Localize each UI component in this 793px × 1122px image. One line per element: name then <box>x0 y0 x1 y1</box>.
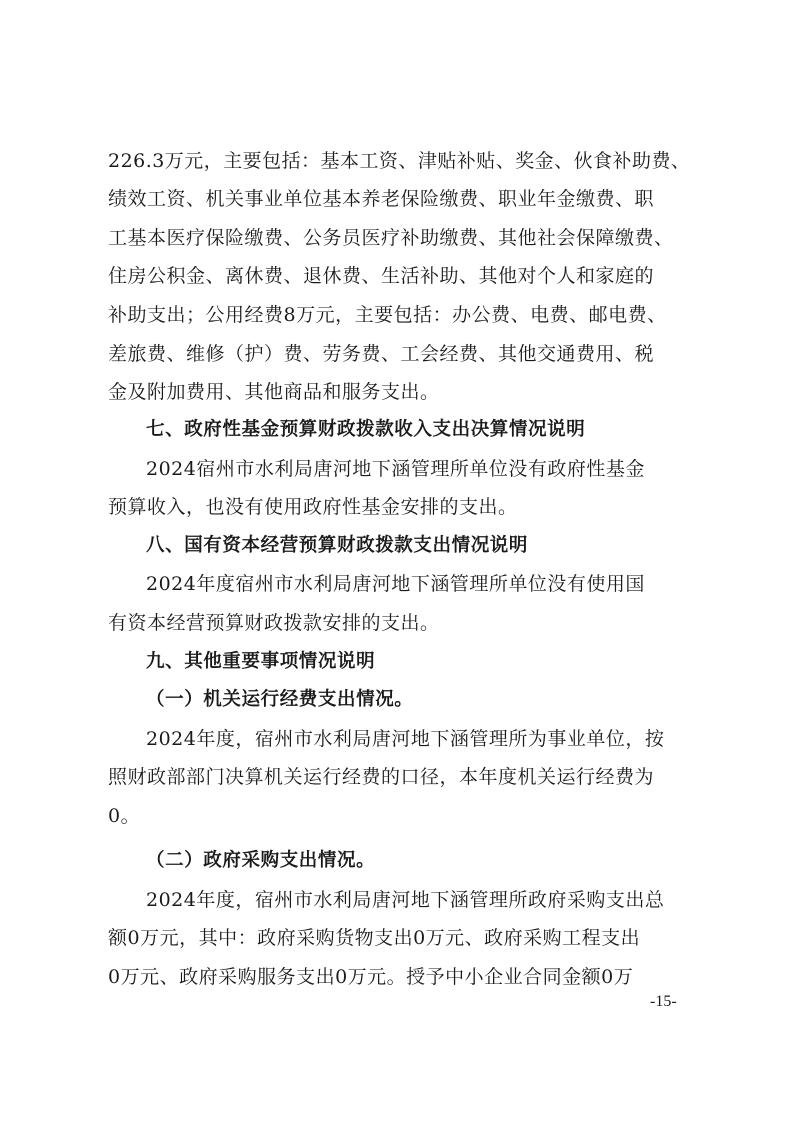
paragraph-line: 住房公积金、离休费、退休费、生活补助、其他对个人和家庭的 <box>108 265 655 287</box>
paragraph-line: 照财政部部门决算机关运行经费的口径，本年度机关运行经费为 <box>108 766 655 788</box>
paragraph-line: 预算收入，也没有使用政府性基金安排的支出。 <box>108 496 518 518</box>
paragraph-line: 2024年度，宿州市水利局唐河地下涵管理所为事业单位，按 <box>146 728 665 750</box>
section-heading: 八、国有资本经营预算财政拨款支出情况说明 <box>146 535 529 556</box>
paragraph-line: 2024年度宿州市水利局唐河地下涵管理所单位没有使用国 <box>146 573 645 595</box>
paragraph-line: 2024宿州市水利局唐河地下涵管理所单位没有政府性基金 <box>146 458 645 480</box>
paragraph-line: 额0万元，其中：政府采购货物支出0万元、政府采购工程支出 <box>108 927 641 949</box>
subsection-heading: （一）机关运行经费支出情况。 <box>146 689 414 710</box>
paragraph-line: 0万元、政府采购服务支出0万元。授予中小企业合同金额0万 <box>108 966 634 988</box>
section-heading: 七、政府性基金预算财政拨款收入支出决算情况说明 <box>146 419 586 440</box>
paragraph-line: 金及附加费用、其他商品和服务支出。 <box>108 381 440 403</box>
paragraph-line: 绩效工资、机关事业单位基本养老保险缴费、职业年金缴费、职 <box>108 188 655 210</box>
paragraph-line: 有资本经营预算财政拨款安排的支出。 <box>108 612 440 634</box>
page-number: -15- <box>650 993 677 1010</box>
section-heading: 九、其他重要事项情况说明 <box>146 651 376 672</box>
paragraph-line: 工基本医疗保险缴费、公务员医疗补助缴费、其他社会保障缴费、 <box>108 227 674 249</box>
paragraph-line: 226.3万元，主要包括：基本工资、津贴补贴、奖金、伙食补助费、 <box>108 150 691 172</box>
subsection-heading: （二）政府采购支出情况。 <box>146 850 376 871</box>
paragraph-line: 差旅费、维修（护）费、劳务费、工会经费、其他交通费用、税 <box>108 343 655 365</box>
paragraph-line: 2024年度，宿州市水利局唐河地下涵管理所政府采购支出总 <box>146 889 665 911</box>
paragraph-line: 补助支出；公用经费8万元，主要包括：办公费、电费、邮电费、 <box>108 304 667 326</box>
paragraph-line: 0。 <box>108 805 141 827</box>
